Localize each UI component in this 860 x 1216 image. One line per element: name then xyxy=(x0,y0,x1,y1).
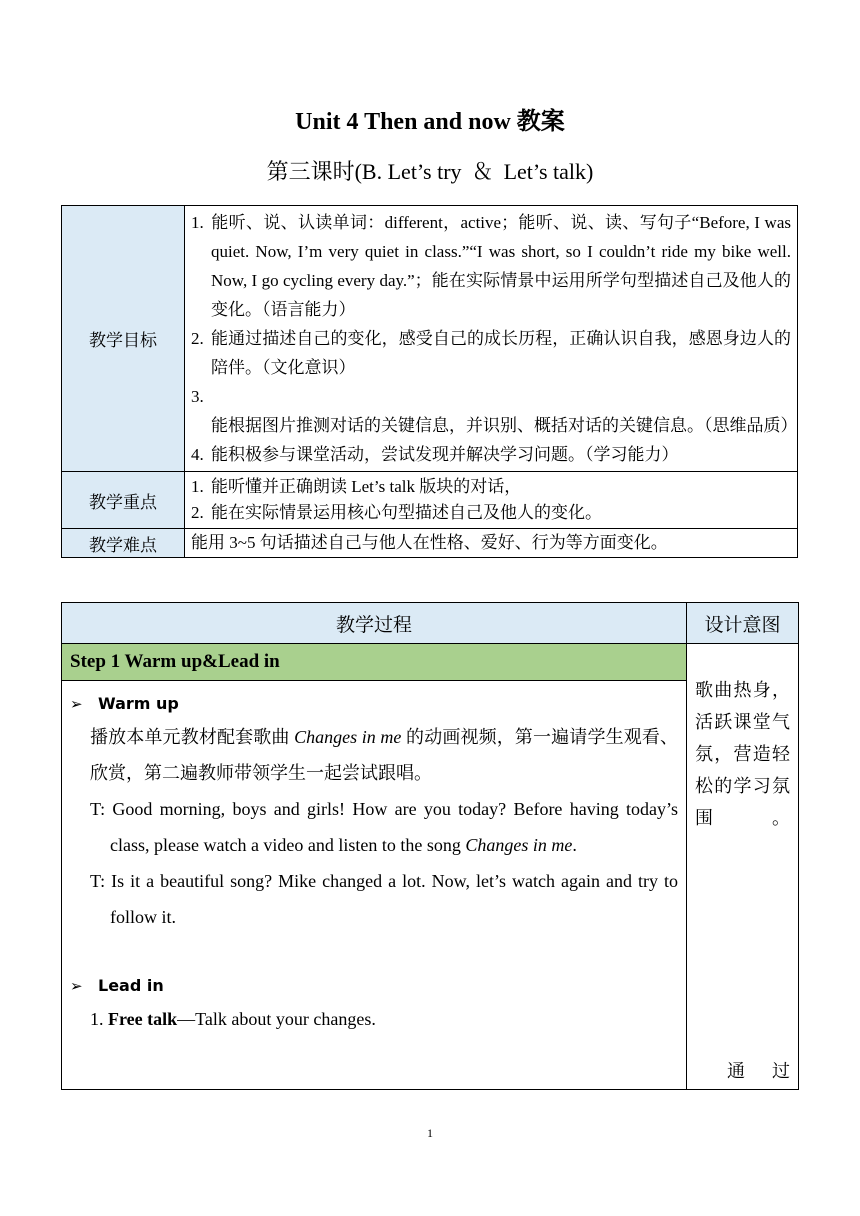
key-points-label: 教学重点 xyxy=(62,472,185,529)
page-number: 1 xyxy=(427,1126,433,1140)
objective-item: 3.能根据图片推测对话的关键信息，并识别、概括对话的关键信息。（思维品质） xyxy=(191,387,798,435)
design-intent-continued: 通过 xyxy=(727,1061,790,1081)
objectives-table xyxy=(61,205,798,558)
warm-up-paragraph: 播放本单元教材配套歌曲 Changes in me 的动画视频，第一遍请学生观看、欣赏，第二遍教师带领学生一起尝试跟唱。 xyxy=(90,727,678,783)
key-points-content xyxy=(185,472,798,529)
design-header: 设计意图 xyxy=(687,603,799,644)
difficulties-content: 能用 3~5 句话描述自己与他人在性格、爱好、行为等方面变化。 xyxy=(185,529,798,558)
process-table xyxy=(61,602,799,1090)
teacher-line: T: Is it a beautiful song? Mike changed a lot. Now, let’s watch again and try to follow it. xyxy=(90,871,678,927)
process-header: 教学过程 xyxy=(62,603,687,644)
warm-up-section: ➢ Warm up xyxy=(70,689,678,719)
arrow-bullet-icon: ➢ xyxy=(70,977,83,995)
objective-item: 1. 能听、说、认读单词：different，active；能听、说、读、写句子“Before, I was quiet. Now, I’m very quiet in class.”“I was short, so I couldn’t ride my bike well. Now, I go cycling every day.”；能在实际情景中运用所学句型描述自己及他人的变化。（语言能力） xyxy=(191,213,791,319)
subtitle-ampersand: ＆ xyxy=(471,159,494,184)
objective-item: 4. 能积极参与课堂活动，尝试发现并解决学习问题。（学习能力） xyxy=(191,445,679,464)
design-intent-text: 歌曲热身，活跃课堂气氛，营造轻松的学习氛围。 xyxy=(695,680,790,828)
objective-item: 2. 能通过描述自己的变化，感受自己的成长历程，正确认识自我，感恩身边人的陪伴。（文化意识） xyxy=(191,329,791,377)
design-intent-cell xyxy=(687,644,799,1090)
arrow-bullet-icon: ➢ xyxy=(70,695,83,713)
key-point-item: 1. 能听懂并正确朗读 Let’s talk 版块的对话， xyxy=(191,477,522,496)
difficulties-label: 教学难点 xyxy=(62,529,185,558)
free-talk-line: 1. Free talk—Talk about your changes. xyxy=(90,1009,376,1029)
step-1-heading: Step 1 Warm up&Lead in xyxy=(62,644,687,681)
subtitle-end: Let’s talk) xyxy=(503,159,594,184)
lead-in-section: ➢ Lead in xyxy=(70,971,678,1001)
objectives-content xyxy=(185,206,798,472)
subtitle-main: 第三课时(B. Let’s try xyxy=(266,159,462,184)
teacher-line: T: Good morning, boys and girls! How are you today? Before having today’s class, please watch a video and listen to the song Changes in me. xyxy=(90,799,678,855)
step-1-content xyxy=(62,681,687,1090)
document-title: Unit 4 Then and now 教案 xyxy=(295,109,565,135)
objectives-label: 教学目标 xyxy=(62,206,185,472)
document-subtitle xyxy=(0,154,860,190)
key-point-item: 2. 能在实际情景运用核心句型描述自己及他人的变化。 xyxy=(191,503,602,522)
